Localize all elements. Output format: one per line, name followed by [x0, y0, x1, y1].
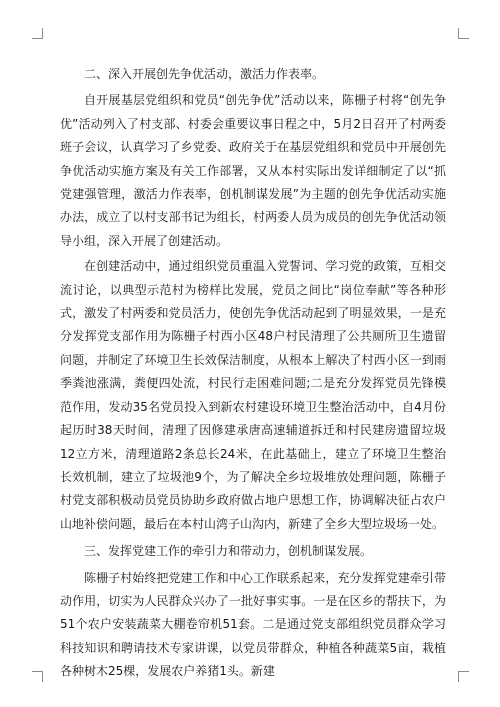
section-heading-3: 三、发挥党建工作的牵引力和带动力，创机制谋发展。 — [84, 544, 373, 559]
crop-mark-bottom-left — [32, 671, 43, 682]
crop-mark-top-left — [32, 28, 43, 39]
paragraph: 在创建活动中，通过组织党员重温入党誓词、学习党的政策，互相交流讨论，以典型示范村为榜样比发展，党员之间比“岗位奉献”等各种形式，激发了村两委和党员活力，使创先争优活动起到了明显效果，一是充分发挥党支部作用为陈栅子村西小区48户村民清理了公共厕所卫生遗留问题，并制定了环境卫生长效保洁制度，从根本上解决了村西小区一到雨季粪池涨满，粪便四处流，村民行走困难问题;二是充分发挥党员先锋模范作用，发动35名党员投入到新农村建设环境卫生整治活动中，自4月份起历时38天时间，清理了因修建承唐高速辅道拆迁和村民建房遗留垃圾12立方米，清理道路2条总长24米，在此基础上，建立了环境卫生整治长效机制，建立了垃圾池9个，为了解决全乡垃圾堆放处理问题，陈栅子村党支部积极动员党员协助乡政府做占地户思想工作，协调解决征占农户山地补偿问题，最后在本村山湾子山沟内，新建了全乡大型垃圾场一处。 — [60, 259, 446, 531]
crop-mark-bottom-right — [458, 671, 469, 682]
document-body — [60, 63, 446, 684]
paragraph: 陈栅子村始终把党建工作和中心工作联系起来，充分发挥党建牵引带动作用，切实为人民群众兴办了一批好事实事。一是在区乡的帮扶下，为51个农户安装蔬菜大棚卷帘机51套。二是通过党支部组织党员群众学习科技知识和聘请技术专家讲课，以党员带群众，种植各种蔬菜5亩，栽植各种树木25棵，发展农户养猪1头。新建 — [60, 570, 446, 679]
section-heading-2: 二、深入开展创先争优活动，激活力作表率。 — [84, 67, 325, 81]
crop-mark-top-right — [458, 28, 469, 39]
paragraph: 自开展基层党组织和党员“创先争优”活动以来，陈栅子村将“创先争优”活动列入了村支部、村委会重要议事日程之中，5月2日召开了村两委班子会议，认真学习了乡党委、政府关于在基层党组织和党员中开展创先争优活动实施方案及有关工作部署，又从本村实际出发详细制定了以“抓党建强管理，激活力作表率，创机制谋发展”为主题的创先争优活动实施办法，成立了以村支部书记为组长，村两委人员为成员的创先争优活动领导小组，深入开展了创建活动。 — [60, 93, 446, 248]
